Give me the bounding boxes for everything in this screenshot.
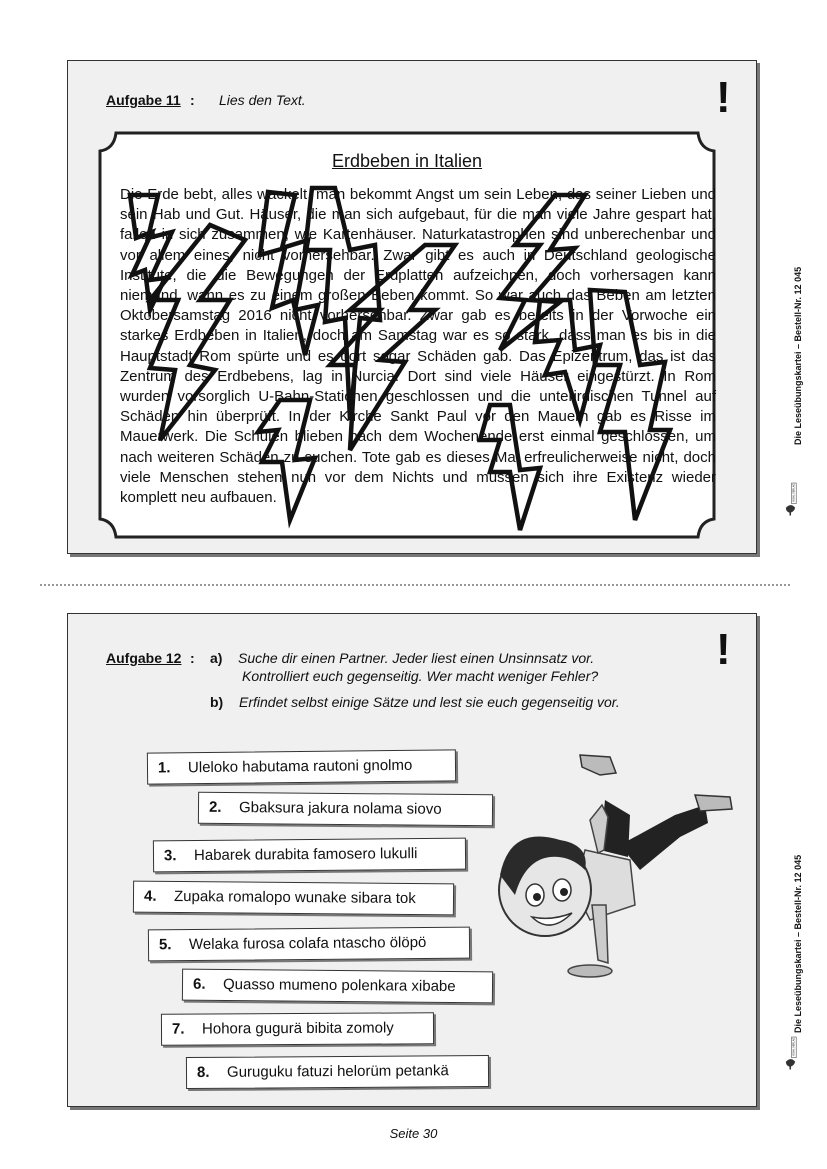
sentence-number: 8. [196,1063,210,1081]
sentence-number: 7. [171,1020,185,1038]
sentence-number: 5. [158,936,172,954]
task-11-colon: : [190,92,195,108]
sentence-text: Welaka furosa colafa ntascho ölöpö [188,933,427,954]
sentence-strip [133,881,454,916]
side-label: Die Leseübungskartei – Bestell-Nr. 12 045 [793,266,803,445]
task-11-label: Aufgabe 11 [106,92,181,108]
publisher-logo [778,482,802,516]
task-12-b-label: b) [210,694,224,710]
sentence-number: 6. [192,975,206,993]
sentence-number: 4. [143,887,157,905]
logo-text: KOHL VERLAG [792,1037,796,1056]
page-number: Seite 30 [389,1126,438,1141]
exclamation-icon: ! [716,73,731,122]
sentence-number: 2. [208,798,222,816]
sentence-text: Habarek durabita famosero lukulli [193,845,418,865]
side-label: Die Leseübungskartei – Bestell-Nr. 12 045 [793,854,803,1033]
task-12-label: Aufgabe 12 [106,650,182,666]
task-12-a-line2: Kontrolliert euch gegenseitig. Wer macht weniger Fehler? [242,668,599,684]
sentence-text: Guruguku fatuzi helorüm petankä [226,1062,449,1081]
sentence-text: Quasso mumeno polenkara xibabe [222,976,456,996]
breakdancing-kid-illustration [480,745,740,995]
text-title: Erdbeben in Italien [331,151,483,171]
task-12-b-text: Erfindet selbst einige Sätze und lest sie euch gegenseitig vor. [239,694,620,710]
sentence-strip [153,838,466,873]
publisher-logo [778,1036,802,1070]
task-12-a-line1: Suche dir einen Partner. Jeder liest einen Unsinnsatz vor. [238,650,595,666]
sentence-text: Uleloko habutama rautoni gnolmo [187,756,413,777]
text-frame [98,131,716,539]
sentence-strip [182,969,493,1004]
task-12-colon: : [190,650,195,666]
sentence-strip [161,1012,434,1045]
divider [40,584,790,586]
logo-text: KOHL VERLAG [792,483,796,502]
sentence-strip [147,749,456,784]
sentence-strip [186,1055,489,1089]
sentence-number: 1. [157,759,171,777]
sentence-text: Gbaksura jakura nolama siovo [238,799,442,818]
text-body: Die Erde bebt, alles wackelt, man bekommt Angst um sein Leben, das seiner Lieben und sein Hab und Gut. Häuser, die man sich aufgebaut, für die man viele Jahre gespart hat, fallen in sich zusammen, wie Kartenhäuser. Naturkatastrophen sind unberechenbar und vor allem eines, nicht vorhersehbar. Zwar gibt es auch in Deutschland geologische Institute, die die Bewegungen der Erdplatten aufzeichnen, doch vorhersagen kann niemand, wann es zu einem großen Beben kommt. So war auch das Beben am letzten Oktobersamstag 2016 nicht vorhersehbar. Zwar gab es bereits in der Vorwoche ein starkes Erdbeben in Italien, doch am Samstag war es so stark, dass man es bis in die Hauptstadt Rom spürte und es dort sogar Schäden gab. Das Epizentrum, das ist das Zentrum des Erdbebens, lag in Nurcia. Dort sind viele Häuser eingestürzt. In Rom wurden vorsorglich U-Bahn-Stationen geschlossen und die unterirdischen Tunnel auf Schäden hin überprüft. In der Kirche Sankt Paul vor den Mauern gab es Risse im Mauerwerk. Die Schulen blieben nach dem Wochenende erst einmal geschlossen, um nach weiteren Schäden zu suchen. Tote gab es dieses Mal erfreulicherweise nicht, doch viele Menschen stehen nun vor dem Nichts und müssen sich ihre Existenz wieder komplett neu aufbauen. [120,186,716,507]
task-11-instruction: Lies den Text. [219,92,306,108]
exclamation-icon: ! [716,625,731,674]
sentence-strip [148,927,470,962]
task-12-a-label: a) [210,650,223,666]
sentence-text: Hohora gugurä bibita zomoly [201,1019,394,1038]
sentence-strip [198,792,493,827]
sentence-text: Zupaka romalopo wunake sibara tok [173,887,416,908]
sentence-number: 3. [163,847,177,865]
